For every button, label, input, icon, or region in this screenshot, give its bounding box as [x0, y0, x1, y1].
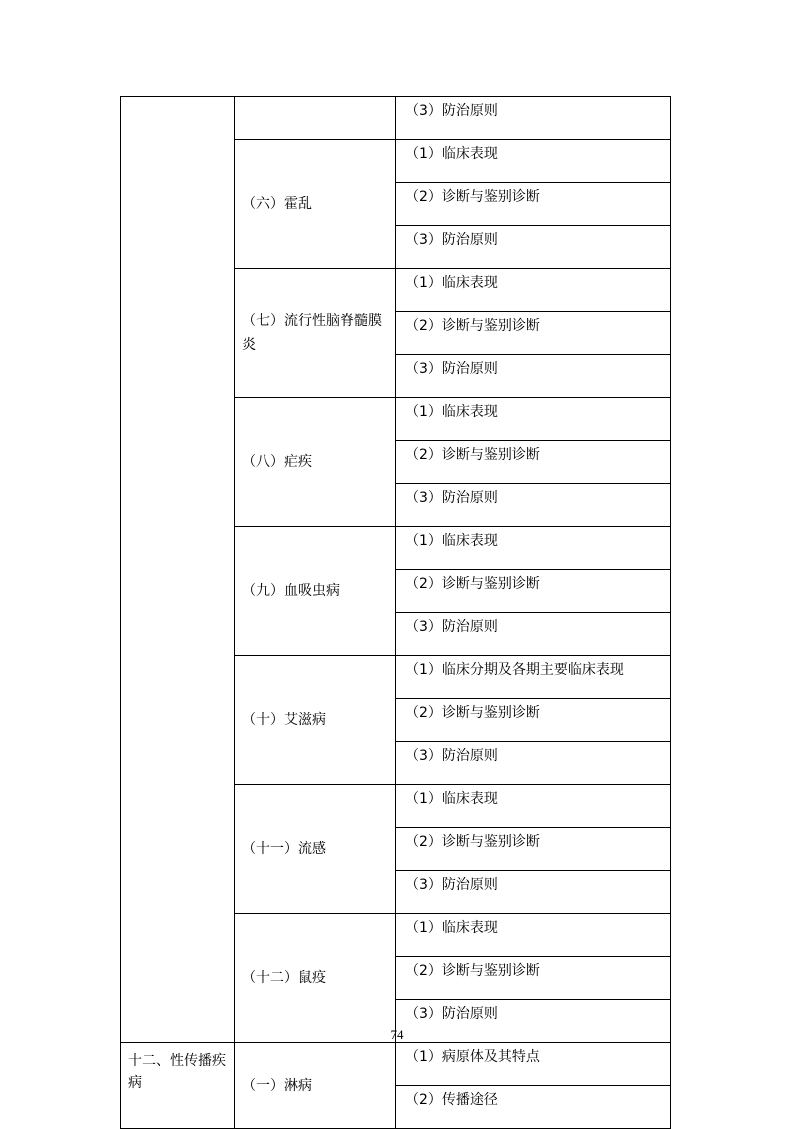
item-cell: （2）诊断与鉴别诊断: [396, 441, 671, 484]
table-row: [121, 1043, 671, 1086]
section-cell: （十）艾滋病: [235, 656, 396, 785]
item-cell: （3）防治原则: [396, 613, 671, 656]
item-cell: （1）临床表现: [396, 140, 671, 183]
item-cell: （2）诊断与鉴别诊断: [396, 699, 671, 742]
section-cell: （九）血吸虫病: [235, 527, 396, 656]
item-cell: （1）临床表现: [396, 527, 671, 570]
item-cell: （3）防治原则: [396, 226, 671, 269]
item-cell: （3）防治原则: [396, 871, 671, 914]
item-cell: （3）防治原则: [396, 484, 671, 527]
item-cell: （3）防治原则: [396, 97, 671, 140]
item-cell: （1）病原体及其特点: [396, 1043, 671, 1086]
item-cell: （3）防治原则: [396, 1000, 671, 1043]
item-cell: （2）传播途径: [396, 1086, 671, 1129]
chapter-cell: 十二、性传播疾病: [121, 1043, 235, 1129]
item-cell: （1）临床分期及各期主要临床表现: [396, 656, 671, 699]
item-cell: （2）诊断与鉴别诊断: [396, 570, 671, 613]
section-cell: （十二）鼠疫: [235, 914, 396, 1043]
item-cell: （2）诊断与鉴别诊断: [396, 183, 671, 226]
item-cell: （2）诊断与鉴别诊断: [396, 312, 671, 355]
section-cell: （八）疟疾: [235, 398, 396, 527]
item-cell: （2）诊断与鉴别诊断: [396, 957, 671, 1000]
table-row: [121, 97, 671, 140]
section-cell: （六）霍乱: [235, 140, 396, 269]
item-cell: （1）临床表现: [396, 269, 671, 312]
item-cell: （1）临床表现: [396, 398, 671, 441]
page-number: 74: [390, 1027, 404, 1042]
section-cell: （七）流行性脑脊髓膜炎: [235, 269, 396, 398]
item-cell: （1）临床表现: [396, 914, 671, 957]
chapter-cell: [121, 97, 235, 1043]
item-cell: （2）诊断与鉴别诊断: [396, 828, 671, 871]
section-cell: （一）淋病: [235, 1043, 396, 1129]
section-cell: [235, 97, 396, 140]
item-cell: （3）防治原则: [396, 742, 671, 785]
item-cell: （1）临床表现: [396, 785, 671, 828]
item-cell: （3）防治原则: [396, 355, 671, 398]
outline-table: [120, 96, 671, 1129]
table-body: [121, 97, 671, 1129]
section-cell: （十一）流感: [235, 785, 396, 914]
